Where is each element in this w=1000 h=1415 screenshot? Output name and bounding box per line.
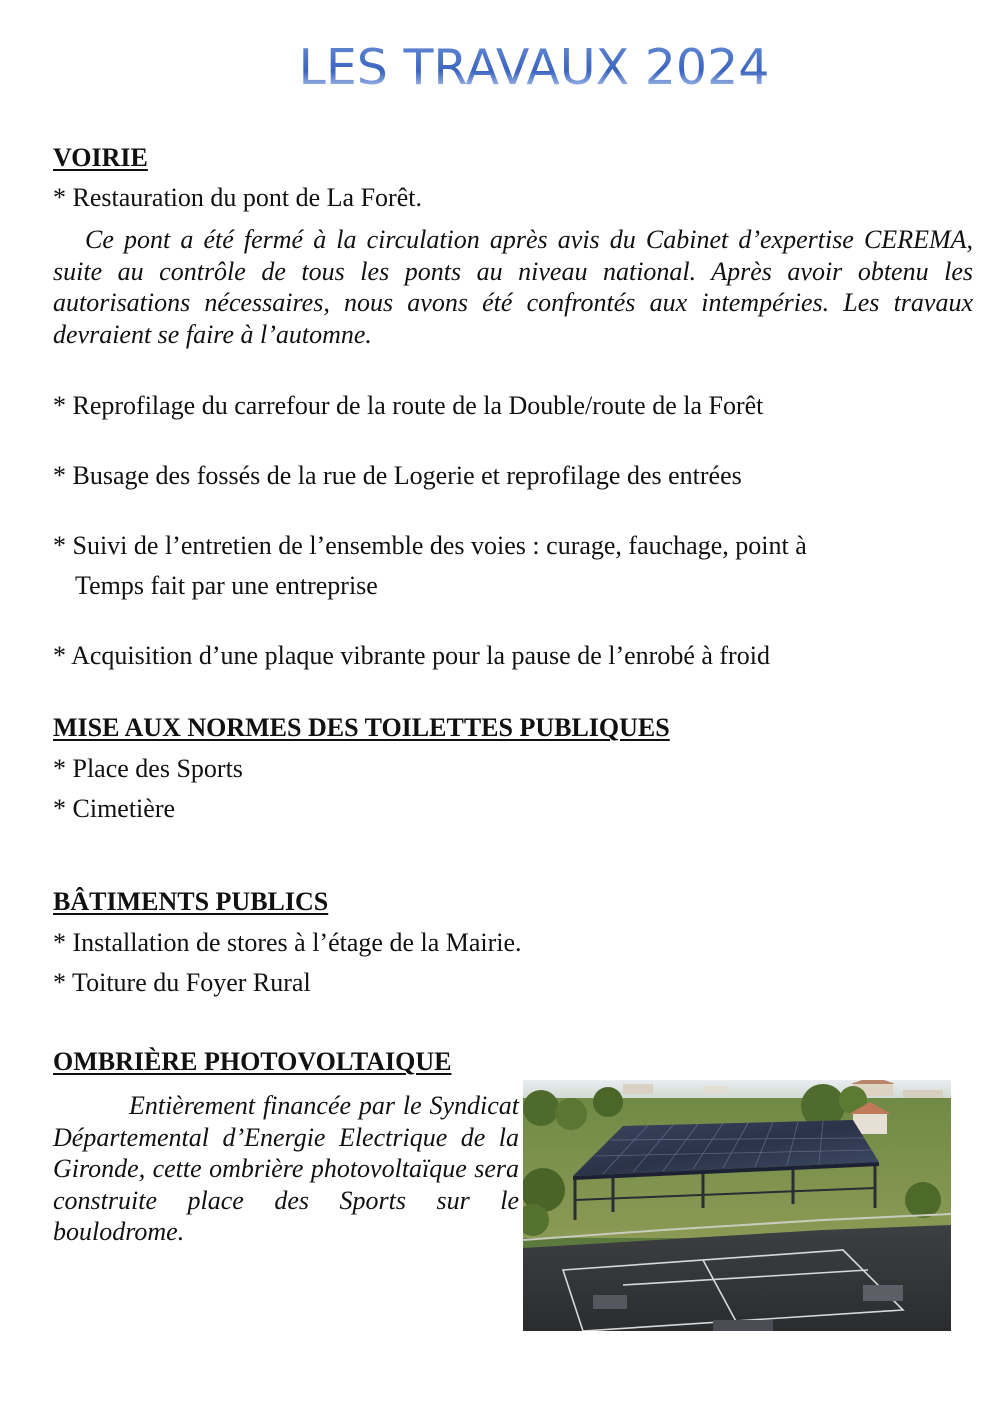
section-heading-voirie: VOIRIE — [53, 143, 148, 172]
voirie-item-plaque: * Acquisition d’une plaque vibrante pour la pause de l’enrobé à froid — [53, 641, 770, 670]
section-heading-ombriere: OMBRIÈRE PHOTOVOLTAIQUE — [53, 1047, 452, 1076]
batiments-item-stores: * Installation de stores à l’étage de la Mairie. — [53, 928, 522, 957]
section-heading-batiments: BÂTIMENTS PUBLICS — [53, 887, 329, 916]
toilettes-item-place-des-sports: * Place des Sports — [53, 754, 243, 783]
ombriere-aerial-photo — [523, 1080, 951, 1331]
voirie-pont-paragraph: Ce pont a été fermé à la circulation après avis du Cabinet d’expertise CEREMA, suite au contrôle de tous les ponts au niveau national. Après avoir obtenu les autorisations nécessaires, nous avons été confrontés aux intempéries. Les travaux devraient se faire à l’automne. — [53, 225, 973, 349]
voirie-item-busage: * Busage des fossés de la rue de Logerie et reprofilage des entrées — [53, 461, 742, 490]
voirie-item-pont: * Restauration du pont de La Forêt. — [53, 183, 422, 212]
ombriere-paragraph: Entièrement financée par le Syndicat Départemental d’Energie Electrique de la Gironde, cette ombrière photovoltaïque sera construite place des Sports sur le boulodrome. — [53, 1091, 519, 1246]
voirie-item-carrefour: * Reprofilage du carrefour de la route de la Double/route de la Forêt — [53, 391, 764, 420]
section-heading-toilettes: MISE AUX NORMES DES TOILETTES PUBLIQUES — [53, 713, 670, 742]
toilettes-item-cimetiere: * Cimetière — [53, 794, 176, 823]
batiments-item-toiture: * Toiture du Foyer Rural — [53, 968, 311, 997]
voirie-item-entretien-continued: Temps fait par une entreprise — [75, 571, 378, 600]
voirie-item-entretien: * Suivi de l’entretien de l’ensemble des voies : curage, fauchage, point à — [53, 531, 807, 560]
page-title: LES TRAVAUX 2024 — [0, 38, 1000, 98]
